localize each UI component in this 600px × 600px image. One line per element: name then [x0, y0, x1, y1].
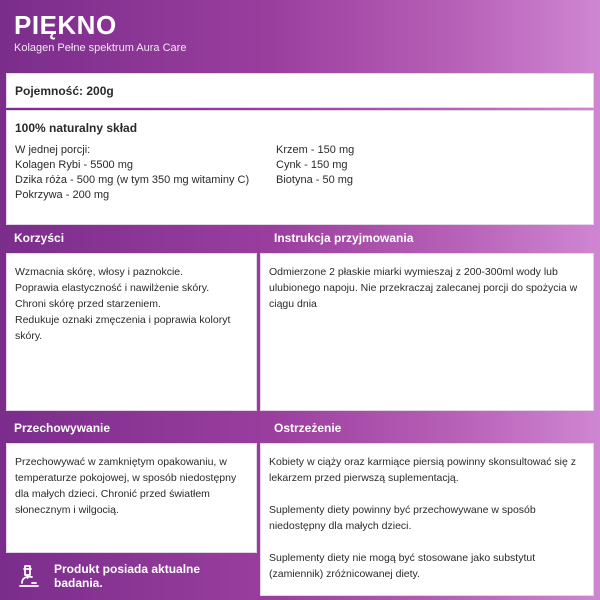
- benefit-line: Poprawia elastyczność i nawilżenie skóry.: [15, 282, 210, 294]
- benefit-line: Wzmacnia skórę, włosy i paznokcie.: [15, 266, 184, 278]
- capacity-box: [6, 73, 594, 108]
- research-badge: [16, 562, 246, 590]
- composition-item: Pokrzywa - 200 mg: [15, 189, 110, 201]
- composition-item: Cynk - 150 mg: [276, 159, 348, 171]
- instructions-text: Odmierzone 2 płaskie miarki wymieszaj z 200-300ml wody lub ulubionego napoju. Nie przekraczaj zalecanej porcji do spożycia w ciągu dnia: [269, 266, 578, 310]
- instructions-box: [260, 253, 594, 411]
- composition-item: Krzem - 150 mg: [276, 144, 355, 156]
- benefits-box: [6, 253, 257, 411]
- page-title: PIĘKNO: [14, 10, 117, 40]
- composition-item: Kolagen Rybi - 5500 mg: [15, 159, 134, 171]
- composition-item: Biotyna - 50 mg: [276, 174, 354, 186]
- benefit-line: Chroni skórę przed starzeniem.: [15, 298, 161, 310]
- research-badge-text: Produkt posiada aktualne badania.: [54, 562, 201, 590]
- warning-paragraph: Kobiety w ciąży oraz karmiące piersią powinny skonsultować się z lekarzem przed pierwszą suplementacją.: [269, 456, 576, 484]
- storage-heading: Przechowywanie: [14, 421, 111, 435]
- composition-item: W jednej porcji:: [15, 144, 91, 156]
- page-subtitle: Kolagen Pełne spektrum Aura Care: [14, 42, 187, 54]
- warning-box: [260, 443, 594, 596]
- capacity-value: 200g: [86, 84, 114, 98]
- warning-heading: Ostrzeżenie: [274, 421, 342, 435]
- composition-item: Dzika róża - 500 mg (w tym 350 mg witaminy C): [15, 174, 250, 186]
- instructions-heading: Instrukcja przyjmowania: [274, 231, 414, 245]
- composition-right-column: [276, 143, 354, 203]
- warning-paragraph: Suplementy diety powinny być przechowywane w sposób niedostępny dla małych dzieci.: [269, 504, 536, 532]
- benefits-heading: Korzyści: [14, 231, 65, 245]
- header: [0, 0, 600, 72]
- composition-box: [6, 110, 594, 225]
- microscope-icon: [16, 563, 42, 589]
- composition-left-column: [15, 143, 276, 203]
- storage-box: [6, 443, 257, 553]
- benefit-line: Redukuje oznaki zmęczenia i poprawia koloryt skóry.: [15, 314, 231, 342]
- storage-text: Przechowywać w zamkniętym opakowaniu, w temperaturze pokojowej, w sposób niedostępny dla małych dzieci. Chronić przed światłem słonecznym i wilgocią.: [15, 456, 237, 516]
- composition-title: 100% naturalny skład: [15, 121, 138, 135]
- warning-paragraph: Suplementy diety nie mogą być stosowane jako substytut (zamiennik) zróżnicowanej diety.: [269, 552, 536, 580]
- capacity-label: Pojemność:: [15, 84, 84, 98]
